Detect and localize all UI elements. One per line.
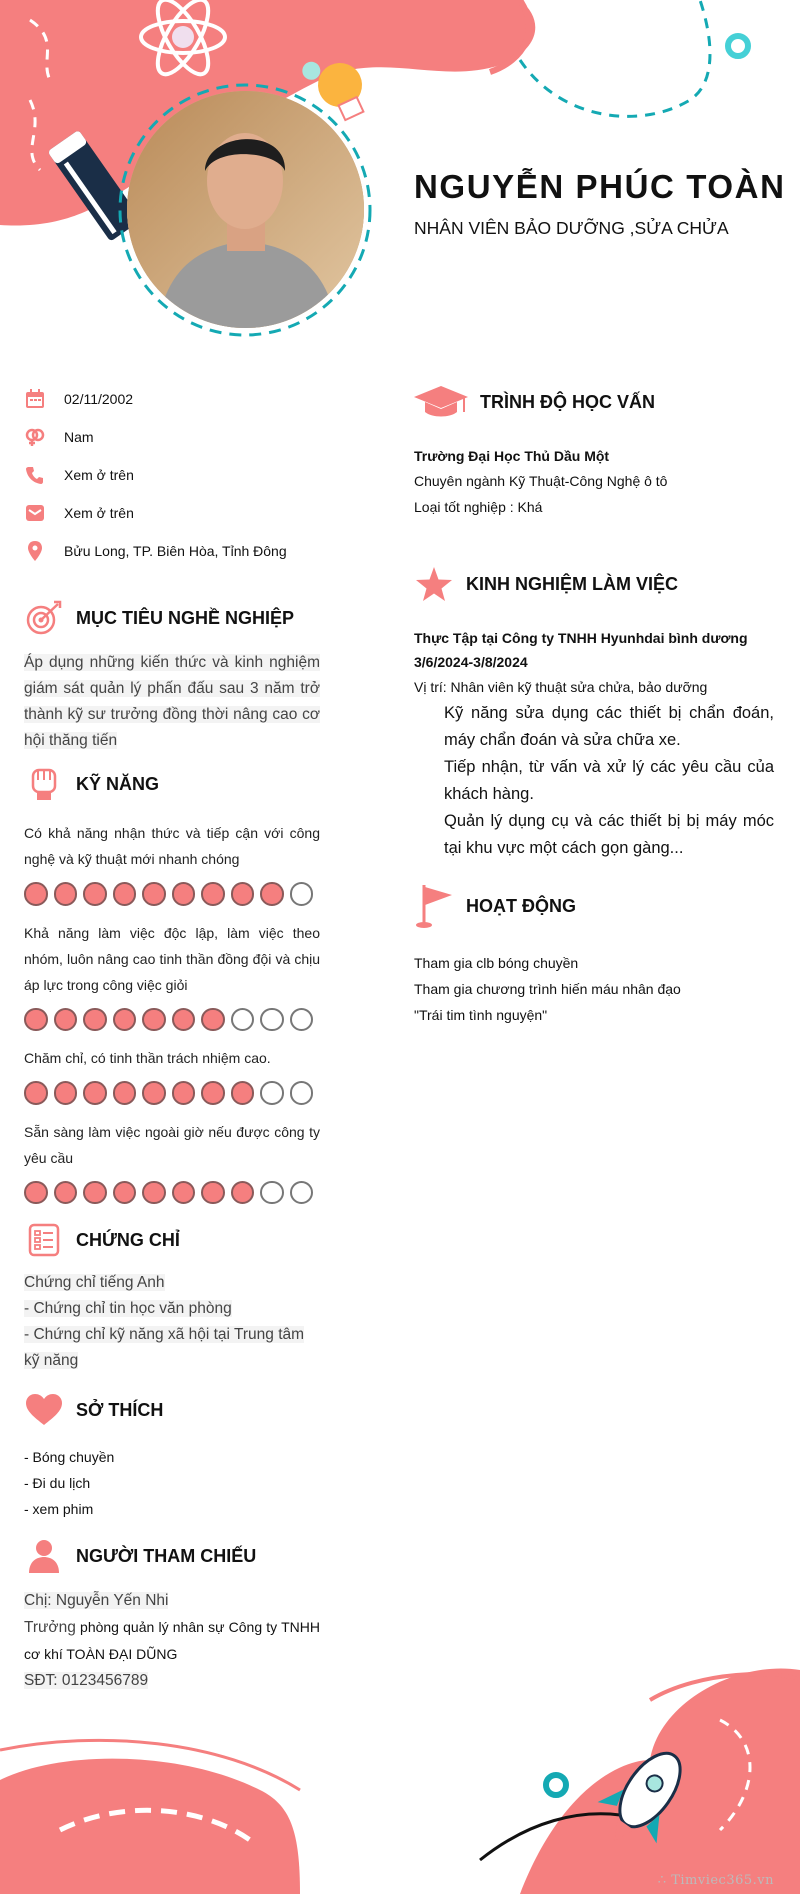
- checklist-icon: [24, 1220, 64, 1260]
- target-icon: [24, 598, 64, 638]
- experience-title: KINH NGHIỆM LÀM VIỆC: [466, 573, 679, 594]
- rating-dot-filled: [142, 1081, 166, 1105]
- address-text: Bửu Long, TP. Biên Hòa, Tỉnh Đông: [64, 543, 287, 559]
- skill-rating: [24, 1008, 320, 1032]
- rating-dot-empty: [290, 1181, 314, 1205]
- graduation-cap-icon: [414, 382, 468, 422]
- rating-dot-filled: [231, 1181, 255, 1205]
- certificate-item: Chứng chỉ tiếng Anh: [24, 1274, 165, 1291]
- rating-dot-empty: [290, 1008, 314, 1032]
- rating-dot-filled: [142, 1181, 166, 1205]
- reference-title: NGƯỜI THAM CHIẾU: [76, 1545, 257, 1566]
- skills-title: KỸ NĂNG: [76, 773, 160, 794]
- education-title: TRÌNH ĐỘ HỌC VẤN: [480, 391, 655, 412]
- calendar-icon: [24, 388, 46, 410]
- experience-task: Tiếp nhận, từ vấn và xử lý các yêu cầu của khách hàng.: [444, 758, 774, 803]
- hobbies-list: [24, 1444, 320, 1522]
- rating-dot-filled: [54, 1181, 78, 1205]
- rating-dot-filled: [260, 882, 284, 906]
- footer-decoration: [0, 1640, 800, 1894]
- activities-title: HOẠT ĐỘNG: [466, 895, 576, 916]
- rating-dot-filled: [24, 1081, 48, 1105]
- experience-details: [414, 626, 774, 862]
- reference-phone: SĐT: 0123456789: [24, 1672, 149, 1689]
- candidate-name: NGUYỄN PHÚC TOÀN: [414, 168, 786, 205]
- rating-dot-filled: [172, 1008, 196, 1032]
- email-icon: [24, 502, 46, 524]
- certificates-list: [24, 1270, 320, 1374]
- left-column: [24, 380, 320, 1694]
- rating-dot-empty: [231, 1008, 255, 1032]
- contact-item-gender: [24, 418, 320, 456]
- rating-dot-filled: [83, 882, 107, 906]
- certificate-item: - Chứng chỉ kỹ năng xã hội tại Trung tâm kỹ năng: [24, 1326, 305, 1369]
- reference-header: [24, 1534, 320, 1578]
- hobbies-title: SỞ THÍCH: [76, 1399, 164, 1420]
- rating-dot-empty: [260, 1081, 284, 1105]
- experience-task: Kỹ năng sửa dụng các thiết bị chẩn đoán, máy chẩn đoán và sửa chữa xe.: [444, 704, 774, 749]
- education-header: [414, 380, 774, 424]
- reference-role: Trưởng phòng quản lý nhân sự Công ty TNHH cơ khí TOÀN ĐẠI DŨNG: [24, 1619, 320, 1662]
- heart-icon: [24, 1390, 64, 1430]
- contact-list: [24, 380, 320, 570]
- rating-dot-filled: [172, 882, 196, 906]
- education-major: Chuyên ngành Kỹ Thuật-Công Nghệ ô tô: [414, 473, 668, 489]
- fist-icon: [24, 764, 64, 804]
- rating-dot-empty: [260, 1008, 284, 1032]
- birthday-text: 02/11/2002: [64, 391, 134, 407]
- skills-header: [24, 762, 320, 806]
- rating-dot-filled: [24, 882, 48, 906]
- reference-name: Chị: Nguyễn Yến Nhi: [24, 1592, 169, 1609]
- rating-dot-filled: [24, 1008, 48, 1032]
- rating-dot-filled: [142, 882, 166, 906]
- rating-dot-empty: [290, 1081, 314, 1105]
- rating-dot-filled: [113, 1081, 137, 1105]
- rating-dot-filled: [231, 1081, 255, 1105]
- skill-description: Khả năng làm việc độc lập, làm việc theo nhóm, luôn nâng cao tinh thần đồng đội và chịu áp lực trong công việc giỏi: [24, 924, 320, 993]
- experience-header: [414, 562, 774, 606]
- hobby-item: - Bóng chuyền: [24, 1449, 115, 1465]
- experience-company: Thực Tập tại Công ty TNHH Hyunhdai bình dương: [414, 630, 748, 646]
- rating-dot-filled: [54, 1008, 78, 1032]
- experience-task: Quản lý dụng cụ và các thiết bị bị máy móc tại khu vực một cách gọn gàng...: [444, 812, 774, 857]
- rating-dot-filled: [172, 1081, 196, 1105]
- certificates-title: CHỨNG CHỈ: [76, 1229, 180, 1250]
- activities-list: [414, 950, 774, 1028]
- objective-title: MỤC TIÊU NGHỀ NGHIỆP: [76, 607, 295, 628]
- phone-text: Xem ở trên: [64, 467, 134, 483]
- contact-item-birthday: [24, 380, 320, 418]
- skill-description: Sẵn sàng làm việc ngoài giờ nếu được công ty yêu cầu: [24, 1123, 320, 1166]
- experience-period: 3/6/2024-3/8/2024: [414, 654, 528, 670]
- activities-header: [414, 884, 774, 928]
- right-column: [414, 380, 774, 1028]
- skill-rating: [24, 1081, 320, 1105]
- rating-dot-filled: [172, 1181, 196, 1205]
- certificate-item: - Chứng chỉ tin học văn phòng: [24, 1300, 232, 1317]
- skill-description: Chăm chỉ, có tinh thần trách nhiệm cao.: [24, 1050, 271, 1066]
- objective-text: Áp dụng những kiến thức và kinh nghiệm giám sát quản lý phấn đấu sau 3 năm trở thành kỹ sư trưởng đồng thời nâng cao cơ hội thăng tiến: [24, 654, 320, 749]
- certificates-header: [24, 1218, 320, 1262]
- hobbies-header: [24, 1388, 320, 1432]
- email-text: Xem ở trên: [64, 505, 134, 521]
- location-icon: [24, 540, 46, 562]
- education-grade: Loại tốt nghiệp : Khá: [414, 499, 543, 515]
- watermark: ∴ Timviec365.vn: [657, 1873, 774, 1888]
- gender-text: Nam: [64, 429, 94, 445]
- hobby-item: - Đi du lịch: [24, 1475, 91, 1491]
- contact-item-address: [24, 532, 320, 570]
- activity-item: Tham gia clb bóng chuyền: [414, 955, 579, 971]
- contact-item-phone: [24, 456, 320, 494]
- rating-dot-filled: [83, 1008, 107, 1032]
- rating-dot-filled: [83, 1181, 107, 1205]
- candidate-position: NHÂN VIÊN BẢO DƯỠNG ,SỬA CHỬA: [414, 218, 729, 238]
- skill-rating: [24, 882, 320, 906]
- skills-list: [24, 820, 320, 1204]
- hobby-item: - xem phim: [24, 1501, 94, 1517]
- rating-dot-filled: [54, 1081, 78, 1105]
- education-school: Trường Đại Học Thủ Dầu Một: [414, 448, 610, 464]
- skill-rating: [24, 1181, 320, 1205]
- rating-dot-filled: [201, 882, 225, 906]
- person-icon: [24, 1536, 64, 1576]
- education-details: [414, 444, 774, 520]
- rating-dot-filled: [201, 1181, 225, 1205]
- activity-item: Tham gia chương trình hiến máu nhân đạo: [414, 981, 681, 997]
- objective-header: [24, 596, 320, 640]
- rating-dot-empty: [260, 1181, 284, 1205]
- avatar: [127, 91, 364, 328]
- flag-icon: [414, 886, 454, 926]
- gender-icon: [24, 426, 46, 448]
- skill-description: Có khả năng nhận thức và tiếp cận với công nghệ và kỹ thuật mới nhanh chóng: [24, 825, 320, 867]
- rating-dot-filled: [83, 1081, 107, 1105]
- rating-dot-filled: [201, 1008, 225, 1032]
- rating-dot-filled: [201, 1081, 225, 1105]
- rating-dot-filled: [231, 882, 255, 906]
- rating-dot-filled: [113, 1008, 137, 1032]
- rating-dot-filled: [142, 1008, 166, 1032]
- star-icon: [414, 564, 454, 604]
- rating-dot-filled: [54, 882, 78, 906]
- activity-item: "Trái tim tình nguyện": [414, 1007, 548, 1023]
- experience-role: Vị trí: Nhân viên kỹ thuật sửa chửa, bảo dưỡng: [414, 679, 708, 695]
- rating-dot-filled: [113, 882, 137, 906]
- rating-dot-filled: [24, 1181, 48, 1205]
- rating-dot-filled: [113, 1181, 137, 1205]
- phone-icon: [24, 464, 46, 486]
- contact-item-email: [24, 494, 320, 532]
- rating-dot-empty: [290, 882, 314, 906]
